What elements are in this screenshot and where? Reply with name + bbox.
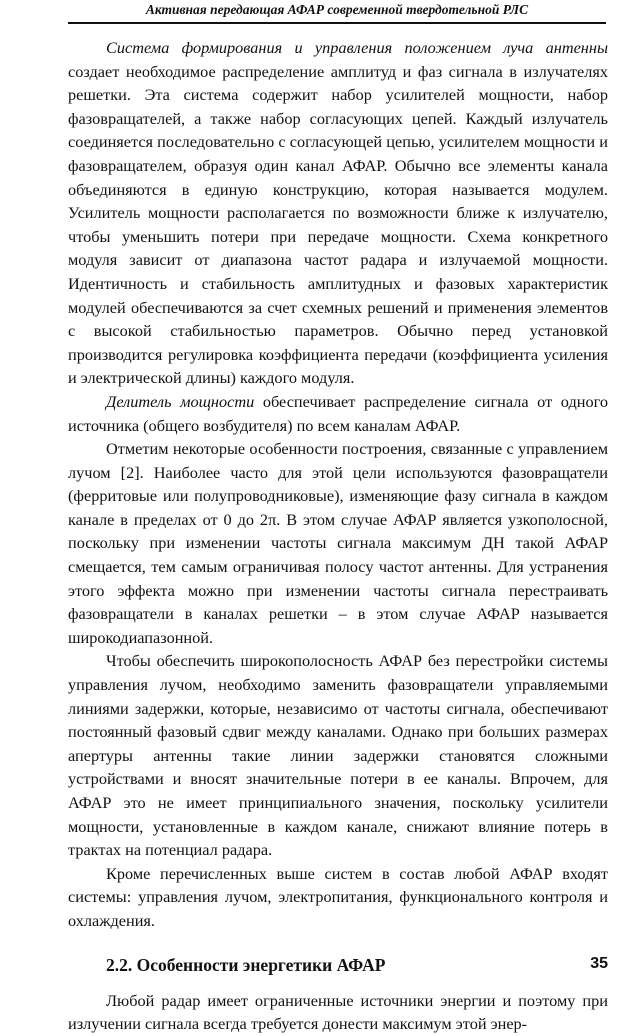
- term-power-divider: Делитель мощности: [106, 391, 255, 411]
- paragraph-energy: [68, 989, 608, 1036]
- running-header: Активная передающая АФАР современной твердотельной РЛС: [68, 0, 606, 24]
- body-text: [68, 36, 608, 1036]
- paragraph-systems-list: [68, 862, 608, 933]
- paragraph-text: Любой радар имеет ограниченные источники энергии и поэтому при излучении сигнала всегда требуется донести максимум этой энер-: [68, 990, 608, 1034]
- paragraph-text: Кроме перечисленных выше систем в состав любой АФАР входят системы: управления лучом, электропитания, функционального контроля и охлаждения.: [68, 863, 608, 930]
- paragraph-text: Чтобы обеспечить широкополосность АФАР без перестройки системы управления лучом, необходимо заменить фазовращатели управляемыми линиями задержки, которые, независимо от частоты сигнала, обеспечивают постоянный фазовый сдвиг между каналами. Однако при больших размерах апертуры антенны такие линии задержки становятся сложными устройствами и вносят значительные потери в ее каналы. Впрочем, для АФАР это не имеет принципиального значения, поскольку усилители мощности, установленные в каждом канале, снижают влияние потерь в трактах на потенциал радара.: [68, 651, 608, 860]
- paragraph-power-divider: [68, 390, 608, 437]
- paragraph-text: Отметим некоторые особенности построения, связанные с управлением лучом [2]. Наиболее часто для этой цели используются фазовращатели (ферритовые или полупроводниковые), изменяющие фазу сигнала в каждом канале в пределах от 0 до 2π. В этом случае АФАР является узкополосной, поскольку при изменении частоты сигнала максимум ДН такой АФАР смещается, тем самым ограничивая полосу частот антенны. Для устранения этого эффекта можно при изменении частоты сигнала перестраивать фазовращатели в каналах решетки – в этом случае АФАР называется широкодиапазонной.: [68, 439, 608, 647]
- term-beam-control-system: Система формирования и управления положением луча антенны: [106, 38, 608, 57]
- section-heading: 2.2. Особенности энергетики АФАР: [106, 954, 386, 975]
- paragraph-beam-features: [68, 437, 608, 649]
- paragraph-broadband: [68, 649, 608, 861]
- paragraph-text: обеспечивает распределение сигнала от одного источника (общего возбудителя) по всем каналам АФАР.: [68, 391, 608, 435]
- paragraph-beam-control: [68, 36, 608, 390]
- paragraph-text: создает необходимое распределение амплитуд и фаз сигнала в излучателях решетки. Эта система содержит набор усилителей мощности, набор фазовращателей, а также набор согласующих цепей. Каждый излучатель соединяется последовательно с согласующей цепью, усилителем мощности и фазовращателем, образуя один канал АФАР. Обычно все элементы канала объединяются в единую конструкцию, которая называется модулем. Усилитель мощности располагается по возможности ближе к излучателю, чтобы уменьшить потери при передаче мощности. Схема конкретного модуля зависит от диапазона частот радара и излучаемой мощности. Идентичность и стабильность амплитудных и фазовых характеристик модулей обеспечиваются за счет схемных решений и применения элементов с высокой стабильностью параметров. Обычно перед установкой производится регулировка коэффициента передачи (коэффициента усиления и электрической длины) каждого модуля.: [68, 61, 608, 388]
- page-number: 35: [590, 955, 608, 972]
